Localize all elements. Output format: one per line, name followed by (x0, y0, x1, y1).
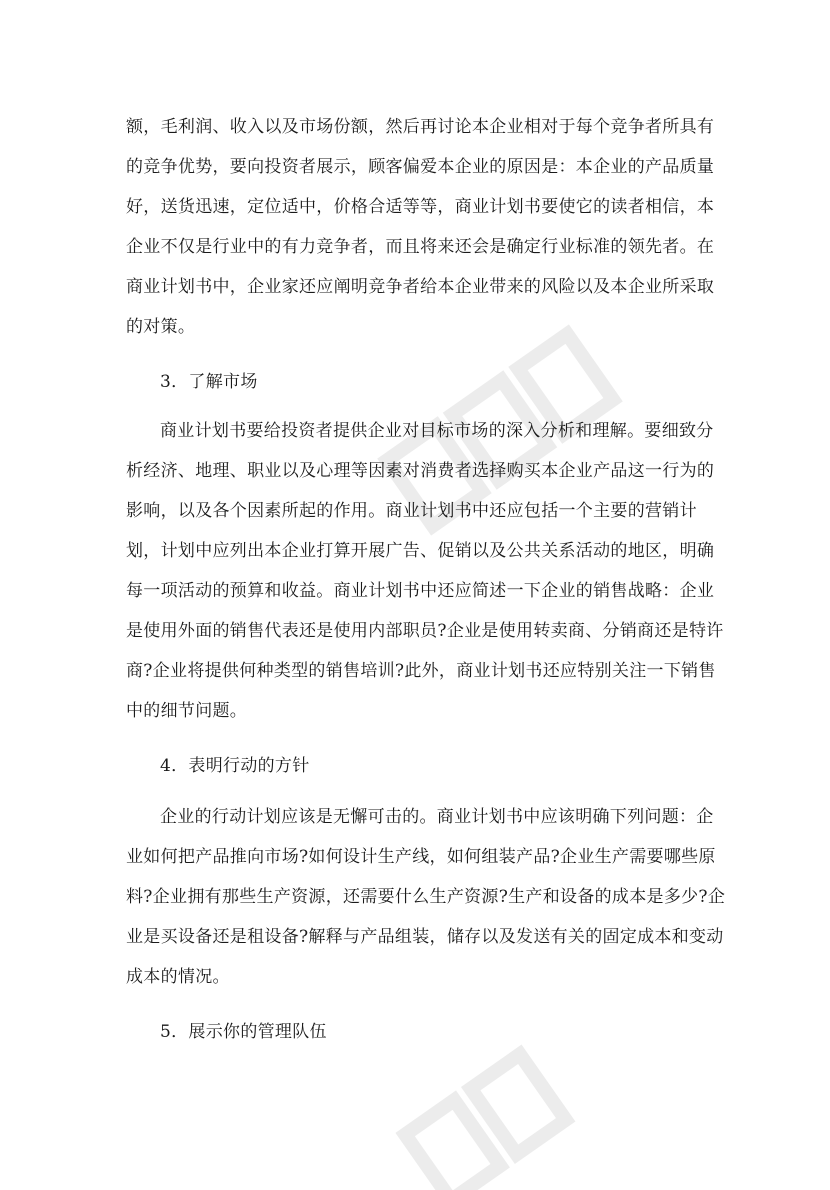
paragraph-line: 商业计划书要给投资者提供企业对目标市场的深入分析和理解。要细致分 (160, 421, 714, 441)
watermark-logo-bottom (390, 1030, 630, 1190)
paragraph-line: 额，毛利润、收入以及市场份额，然后再讨论本企业相对于每个竞争者所具有 (126, 117, 715, 137)
paragraph-line: 商?企业将提供何种类型的销售培训?此外，商业计划书还应特别关注一下销售 (126, 661, 716, 681)
paragraph-line: 的对策。 (126, 317, 196, 337)
paragraph-line: 料?企业拥有那些生产资源，还需要什么生产资源?生产和设备的成本是多少?企 (126, 887, 726, 907)
paragraph-line: 每一项活动的预算和收益。商业计划书中还应简述一下企业的销售战略：企业 (126, 581, 715, 601)
paragraph-line: 商业计划书中，企业家还应阐明竞争者给本企业带来的风险以及本企业所采取 (126, 277, 715, 297)
paragraph-line: 成本的情况。 (126, 967, 230, 987)
paragraph-line: 的竞争优势，要向投资者展示，顾客偏爱本企业的原因是：本企业的产品质量 (126, 157, 715, 177)
paragraph-line: 中的细节问题。 (126, 701, 248, 721)
paragraph-line: 影响，以及各个因素所起的作用。商业计划书中还应包括一个主要的营销计 (126, 501, 697, 521)
section-heading: 4．表明行动的方针 (160, 756, 310, 776)
paragraph-line: 企业的行动计划应该是无懈可击的。商业计划书中应该明确下列问题：企 (160, 807, 714, 827)
paragraph-line: 业是买设备还是租设备?解释与产品组装，储存以及发送有关的固定成本和变动 (126, 927, 724, 947)
paragraph-line: 业如何把产品推向市场?如何设计生产线，如何组装产品?企业生产需要哪些原 (126, 847, 716, 867)
paragraph-line: 析经济、地理、职业以及心理等因素对消费者选择购买本企业产品这一行为的 (126, 461, 715, 481)
section-heading: 3．了解市场 (160, 372, 258, 392)
paragraph-line: 划，计划中应列出本企业打算开展广告、促销以及公共关系活动的地区，明确 (126, 541, 715, 561)
paragraph-line: 是使用外面的销售代表还是使用内部职员?企业是使用转卖商、分销商还是特许 (126, 621, 724, 641)
section-heading: 5．展示你的管理队伍 (160, 1022, 327, 1042)
paragraph-line: 好，送货迅速，定位适中，价格合适等等，商业计划书要使它的读者相信，本 (126, 197, 715, 217)
paragraph-line: 企业不仅是行业中的有力竞争者，而且将来还会是确定行业标准的领先者。在 (126, 237, 715, 257)
